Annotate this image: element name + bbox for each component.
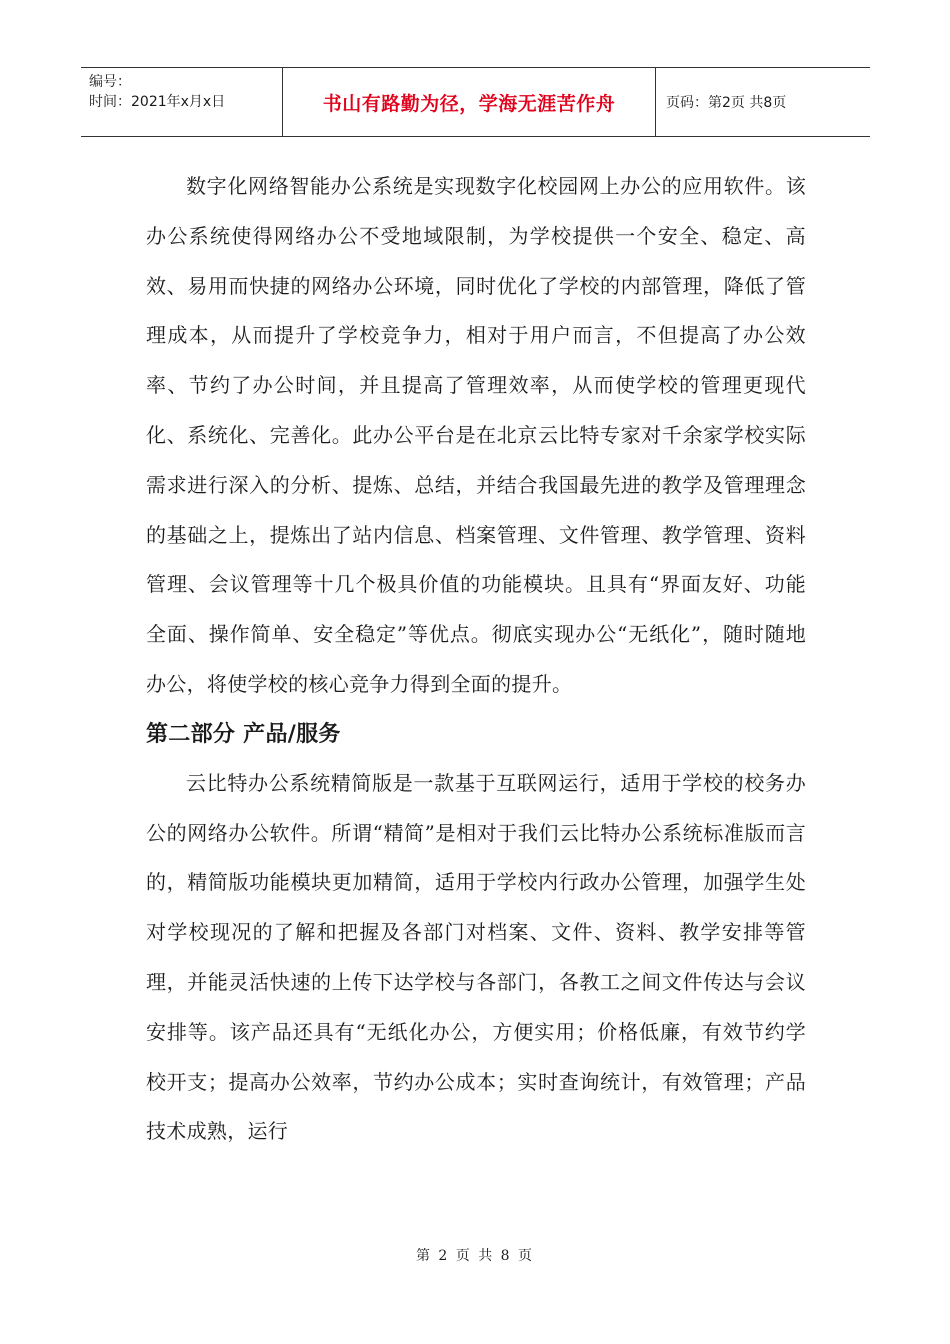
product-paragraph: 云比特办公系统精简版是一款基于互联网运行，适用于学校的校务办公的网络办公软件。所谓“精简”是相对于我们云比特办公系统标准版而言的，精简版功能模块更加精简，适用于学校内行政办公管理，加强学生处对学校现况的了解和把握及各部门对档案、文件、资料、教学安排等管理，并能灵活快速的上传下达学校与各部门，各教工之间文件传达与会议安排等。该产品还具有“无纸化办公，方便实用；价格低廉，有效节约学校开支；提高办公效率，节约办公成本；实时查询统计，有效管理；产品技术成熟，运行 <box>146 770 806 1144</box>
page-header <box>81 67 870 137</box>
page-info-text: 页码：第2页 共8页 <box>666 95 787 111</box>
document-body <box>146 162 806 1157</box>
header-page-info <box>656 68 870 136</box>
intro-paragraph: 数字化网络智能办公系统是实现数字化校园网上办公的应用软件。该办公系统使得网络办公不受地域限制，为学校提供一个安全、稳定、高效、易用而快捷的网络办公环境，同时优化了学校的内部管理，降低了管理成本，从而提升了学校竞争力，相对于用户而言，不但提高了办公效率、节约了办公时间，并且提高了管理效率，从而使学校的管理更现代化、系统化、完善化。此办公平台是在北京云比特专家对千余家学校实际需求进行深入的分析、提炼、总结，并结合我国最先进的教学及管理理念的基础之上，提炼出了站内信息、档案管理、文件管理、教学管理、资料管理、会议管理等十几个极具价值的功能模块。且具有“界面友好、功能全面、操作简单、安全稳定”等优点。彻底实现办公“无纸化”，随时随地办公，将使学校的核心竞争力得到全面的提升。 <box>146 174 806 696</box>
motto-text: 书山有路勤为径，学海无涯苦作舟 <box>322 92 616 115</box>
section-heading: 第二部分 产品/服务 <box>146 721 341 747</box>
document-date-label: 时间：2021年x月x日 <box>89 94 226 110</box>
document-number-label: 编号： <box>89 74 131 90</box>
header-meta <box>81 68 283 136</box>
page-footer <box>0 1245 950 1265</box>
footer-page-number: 第 2 页 共 8 页 <box>415 1248 535 1264</box>
header-motto <box>283 68 656 136</box>
